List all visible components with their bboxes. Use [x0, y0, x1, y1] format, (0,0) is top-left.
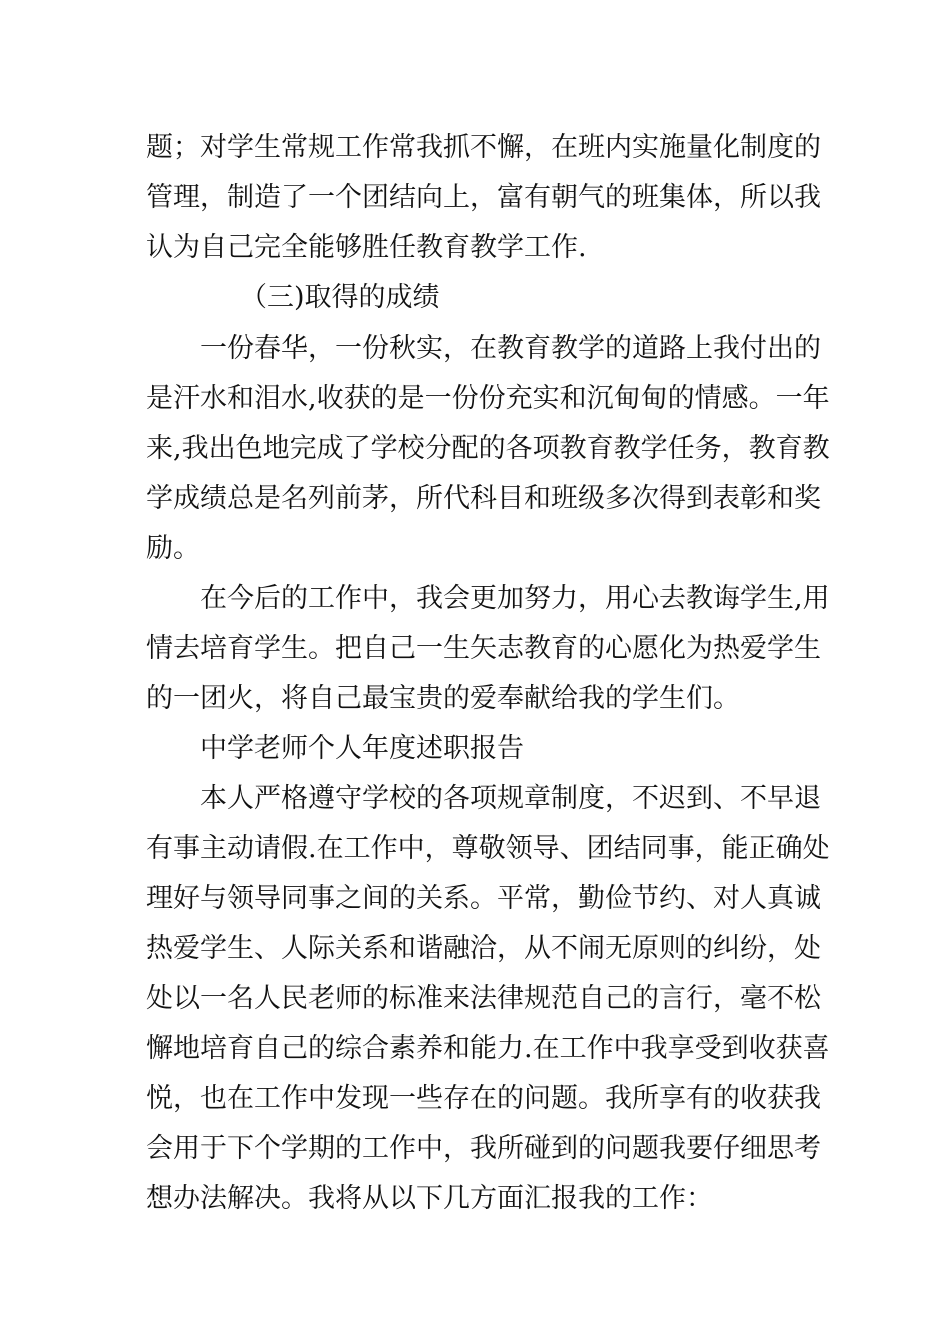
paragraph-line: 会用于下个学期的工作中，我所碰到的问题我要仔细思考 — [146, 1133, 821, 1164]
paragraph-line: 来,我出色地完成了学校分配的各项教育教学任务，教育教 — [146, 433, 830, 464]
paragraph-line: 认为自己完全能够胜任教育教学工作. — [146, 232, 587, 263]
paragraph-line: 热爱学生、人际关系和谐融洽，从不闹无原则的纠纷，处 — [146, 933, 821, 964]
paragraph-line: 情去培育学生。把自己一生矢志教育的心愿化为热爱学生 — [146, 633, 821, 664]
paragraph-line: 励。 — [146, 533, 200, 564]
paragraph-line: 在今后的工作中，我会更加努力，用心去教诲学生,用 — [200, 583, 830, 614]
paragraph-line: 题；对学生常规工作常我抓不懈，在班内实施量化制度的 — [146, 132, 821, 163]
paragraph-line: 本人严格遵守学校的各项规章制度，不迟到、不早退 — [200, 783, 821, 814]
paragraph-line: 的一团火，将自己最宝贵的爱奉献给我的学生们。 — [146, 683, 740, 714]
paragraph-line: 懈地培育自己的综合素养和能力.在工作中我享受到收获喜 — [146, 1033, 830, 1064]
paragraph-line: 有事主动请假.在工作中，尊敬领导、团结同事，能正确处 — [146, 833, 830, 864]
report-title: 中学老师个人年度述职报告 — [200, 733, 524, 764]
paragraph-line: 学成绩总是名列前茅，所代科目和班级多次得到表彰和奖 — [146, 483, 821, 514]
paragraph-line: 处以一名人民老师的标准来法律规范自己的言行，毫不松 — [146, 983, 821, 1014]
paragraph-line: 想办法解决。我将从以下几方面汇报我的工作： — [146, 1183, 713, 1214]
paragraph-line: 一份春华，一份秋实，在教育教学的道路上我付出的 — [200, 333, 821, 364]
paragraph-line: 管理，制造了一个团结向上，富有朝气的班集体，所以我 — [146, 182, 821, 213]
paragraph-line: 是汗水和泪水,收获的是一份份充实和沉甸甸的情感。一年 — [146, 383, 830, 414]
section-heading: （三)取得的成绩 — [240, 282, 440, 313]
paragraph-line: 悦，也在工作中发现一些存在的问题。我所享有的收获我 — [146, 1083, 821, 1114]
paragraph-line: 理好与领导同事之间的关系。平常，勤俭节约、对人真诚 — [146, 883, 821, 914]
